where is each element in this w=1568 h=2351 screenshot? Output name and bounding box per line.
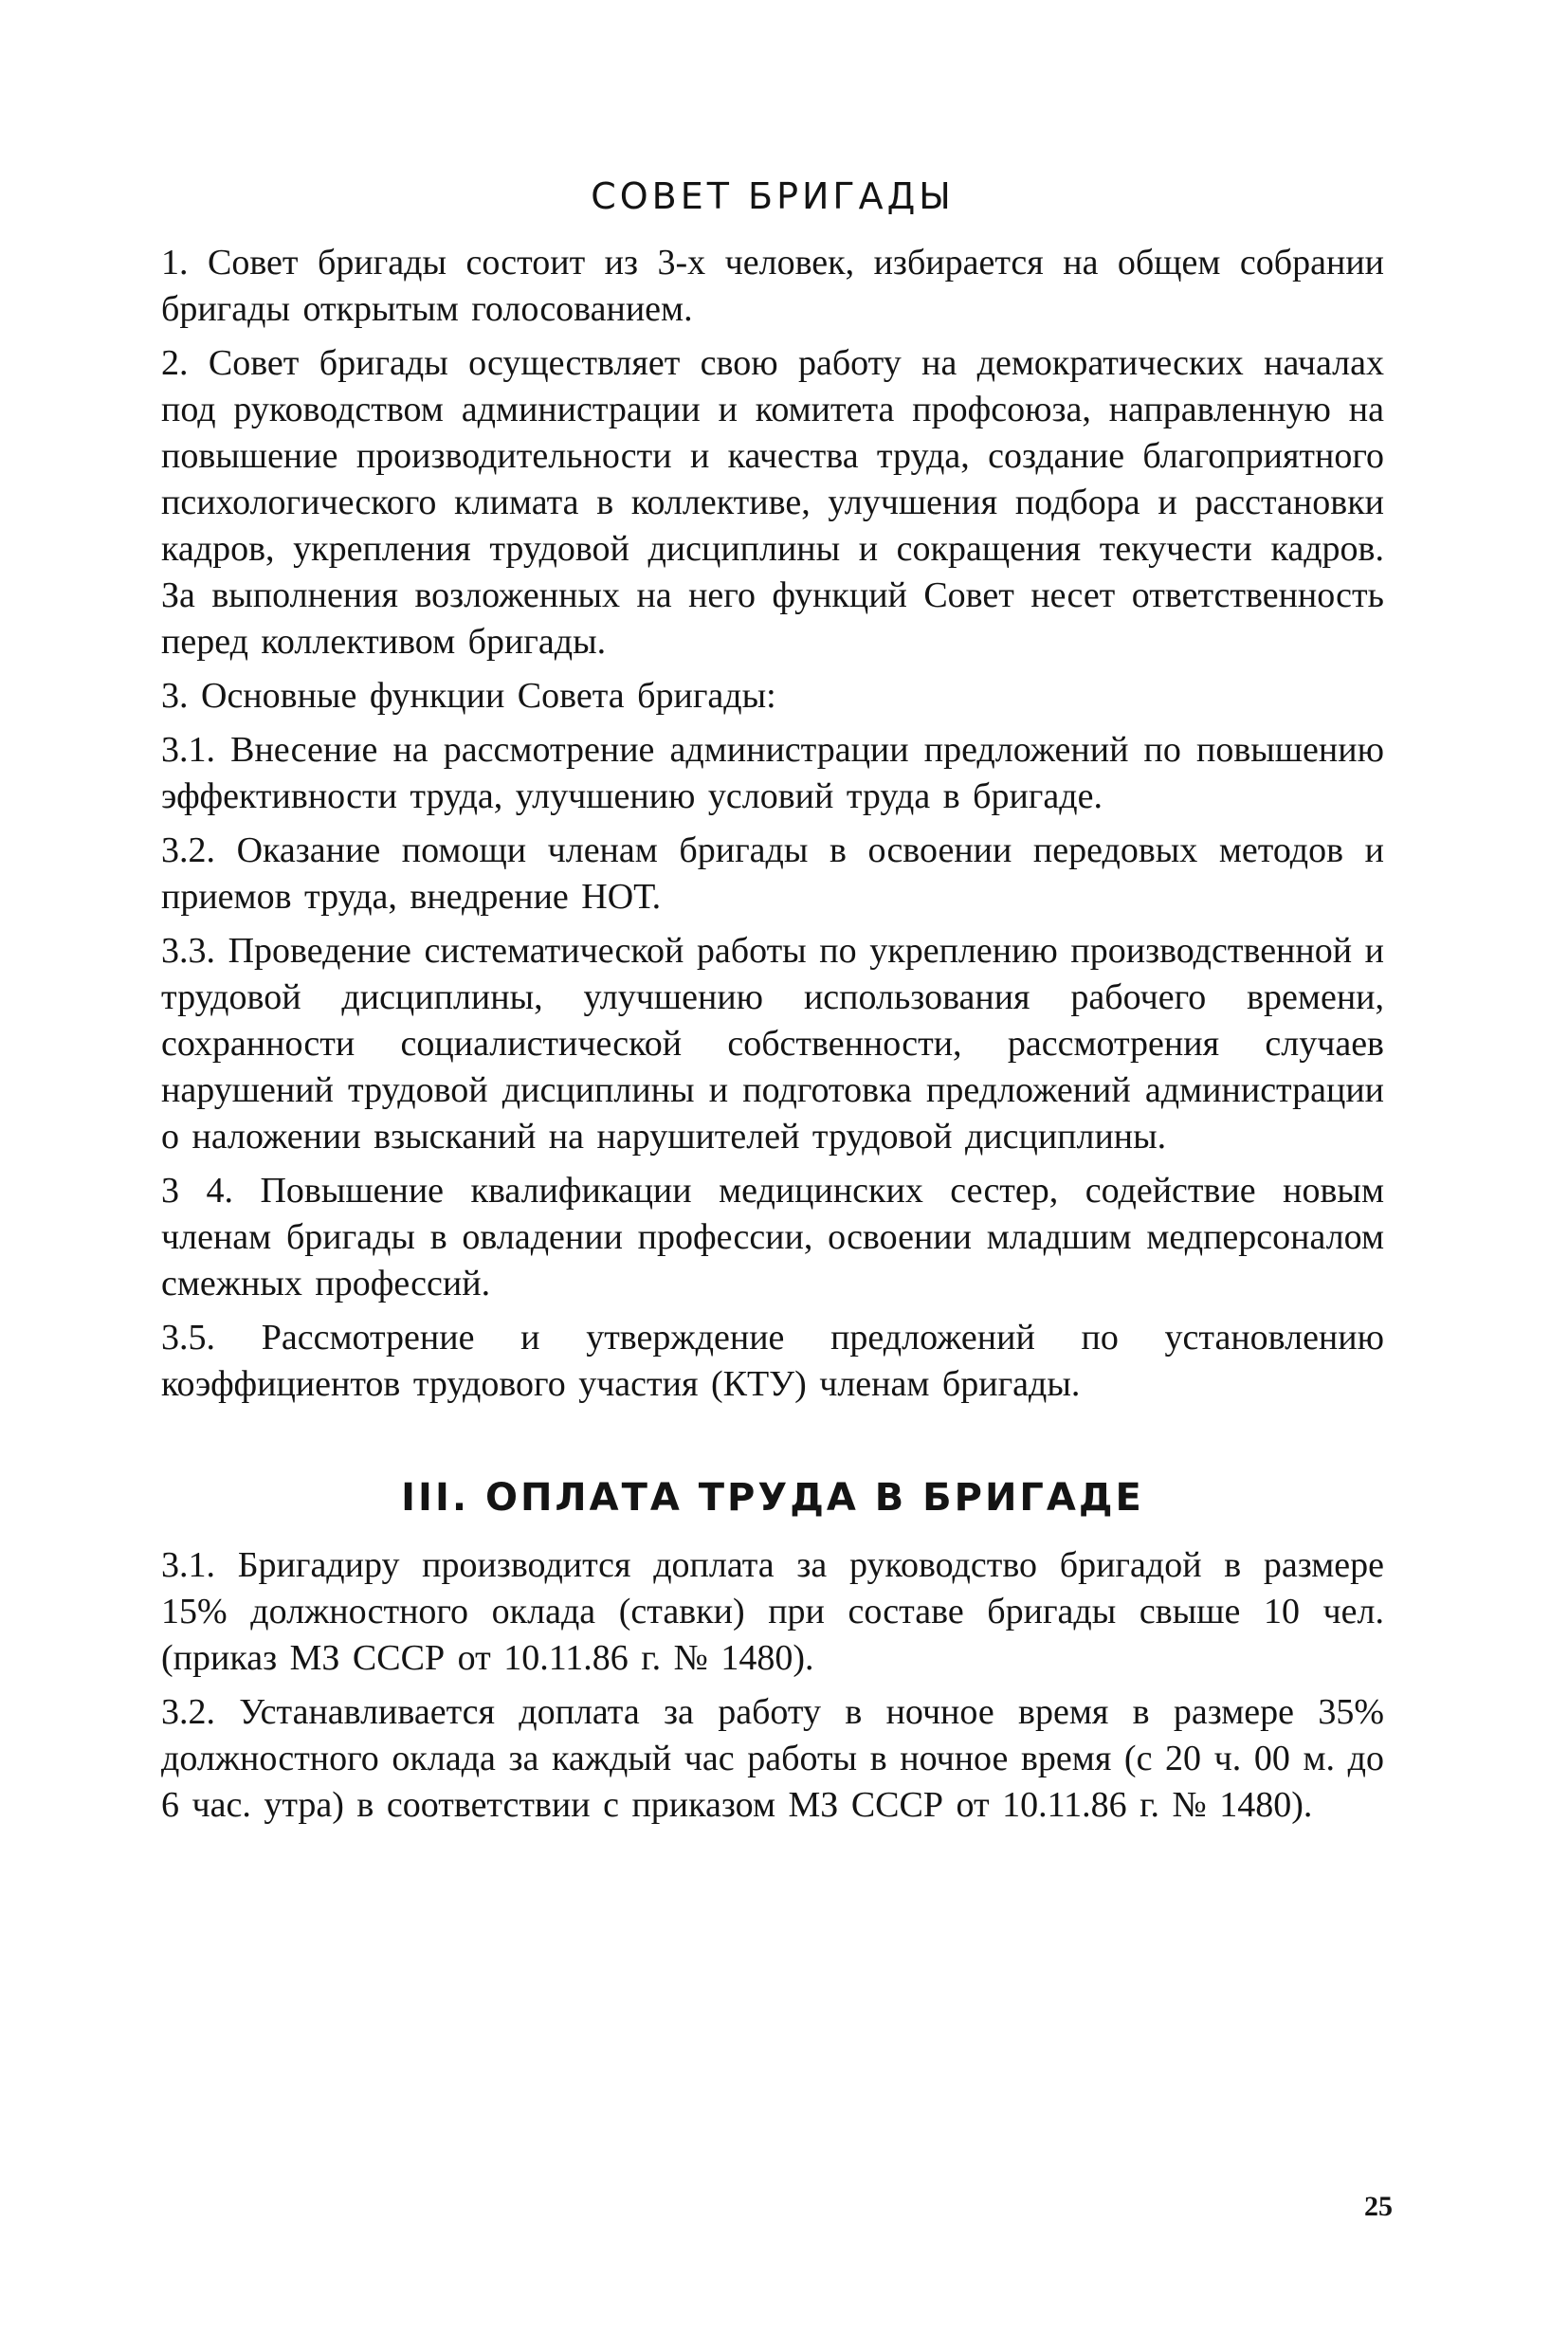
paragraph: 3.2. Оказание помощи членам бригады в освоении передовых методов и приемов труда, внедрение НОТ. [161, 830, 1384, 917]
paragraph: 3.1. Внесение на рассмотрение администрации предложений по повышению эффективности труда, улучшению условий труда в бригаде. [161, 730, 1384, 816]
paragraph: 1. Совет бригады состоит из 3-х человек, избирается на общем собрании бригады открытым голосованием. [161, 243, 1384, 329]
document-page [161, 175, 1384, 1836]
paragraph: 3.3. Проведение систематической работы по укреплению производственной и трудовой дисциплины, улучшению использования рабочего времени, сохранности социалистической собственности, рассмотрения случаев нарушений трудовой дисциплины и подготовка предложений администрации о наложении взысканий на нарушителей трудовой дисциплины. [161, 931, 1384, 1157]
page-number: 25 [1364, 2191, 1393, 2222]
section-title-brigade-council: СОВЕТ БРИГАДЫ [591, 175, 955, 217]
paragraph: 3.5. Рассмотрение и утверждение предложений по установлению коэффициентов трудового участия (КТУ) членам бригады. [161, 1318, 1384, 1404]
section-title-payment: III. ОПЛАТА ТРУДА В БРИГАДЕ [401, 1476, 1144, 1520]
paragraph: 3.1. Бригадиру производится доплата за руководство бригадой в размере 15% должностного оклада (ставки) при составе бригады свыше 10 чел. (приказ МЗ СССР от 10.11.86 г. № 1480). [161, 1545, 1384, 1678]
paragraph: 2. Совет бригады осуществляет свою работу на демократических началах под руководством администрации и комитета профсоюза, направленную на повышение производительности и качества труда, создание благоприятного психологического климата в коллективе, улучшения подбора и расстановки кадров, укрепления трудовой дисциплины и сокращения текучести кадров. За выполнения возложенных на него функций Совет несет ответственность перед коллективом бригады. [161, 343, 1384, 662]
paragraph: 3 4. Повышение квалификации медицинских сестер, содействие новым членам бригады в овладении профессии, освоении младшим медперсоналом смежных профессий. [161, 1171, 1384, 1303]
paragraph: 3. Основные функции Совета бригады: [161, 676, 776, 716]
paragraph: 3.2. Устанавливается доплата за работу в ночное время в размере 35% должностного оклада за каждый час работы в ночное время (с 20 ч. 00 м. до 6 час. утра) в соответствии с приказом МЗ СССР от 10.11.86 г. № 1480). [161, 1692, 1384, 1825]
